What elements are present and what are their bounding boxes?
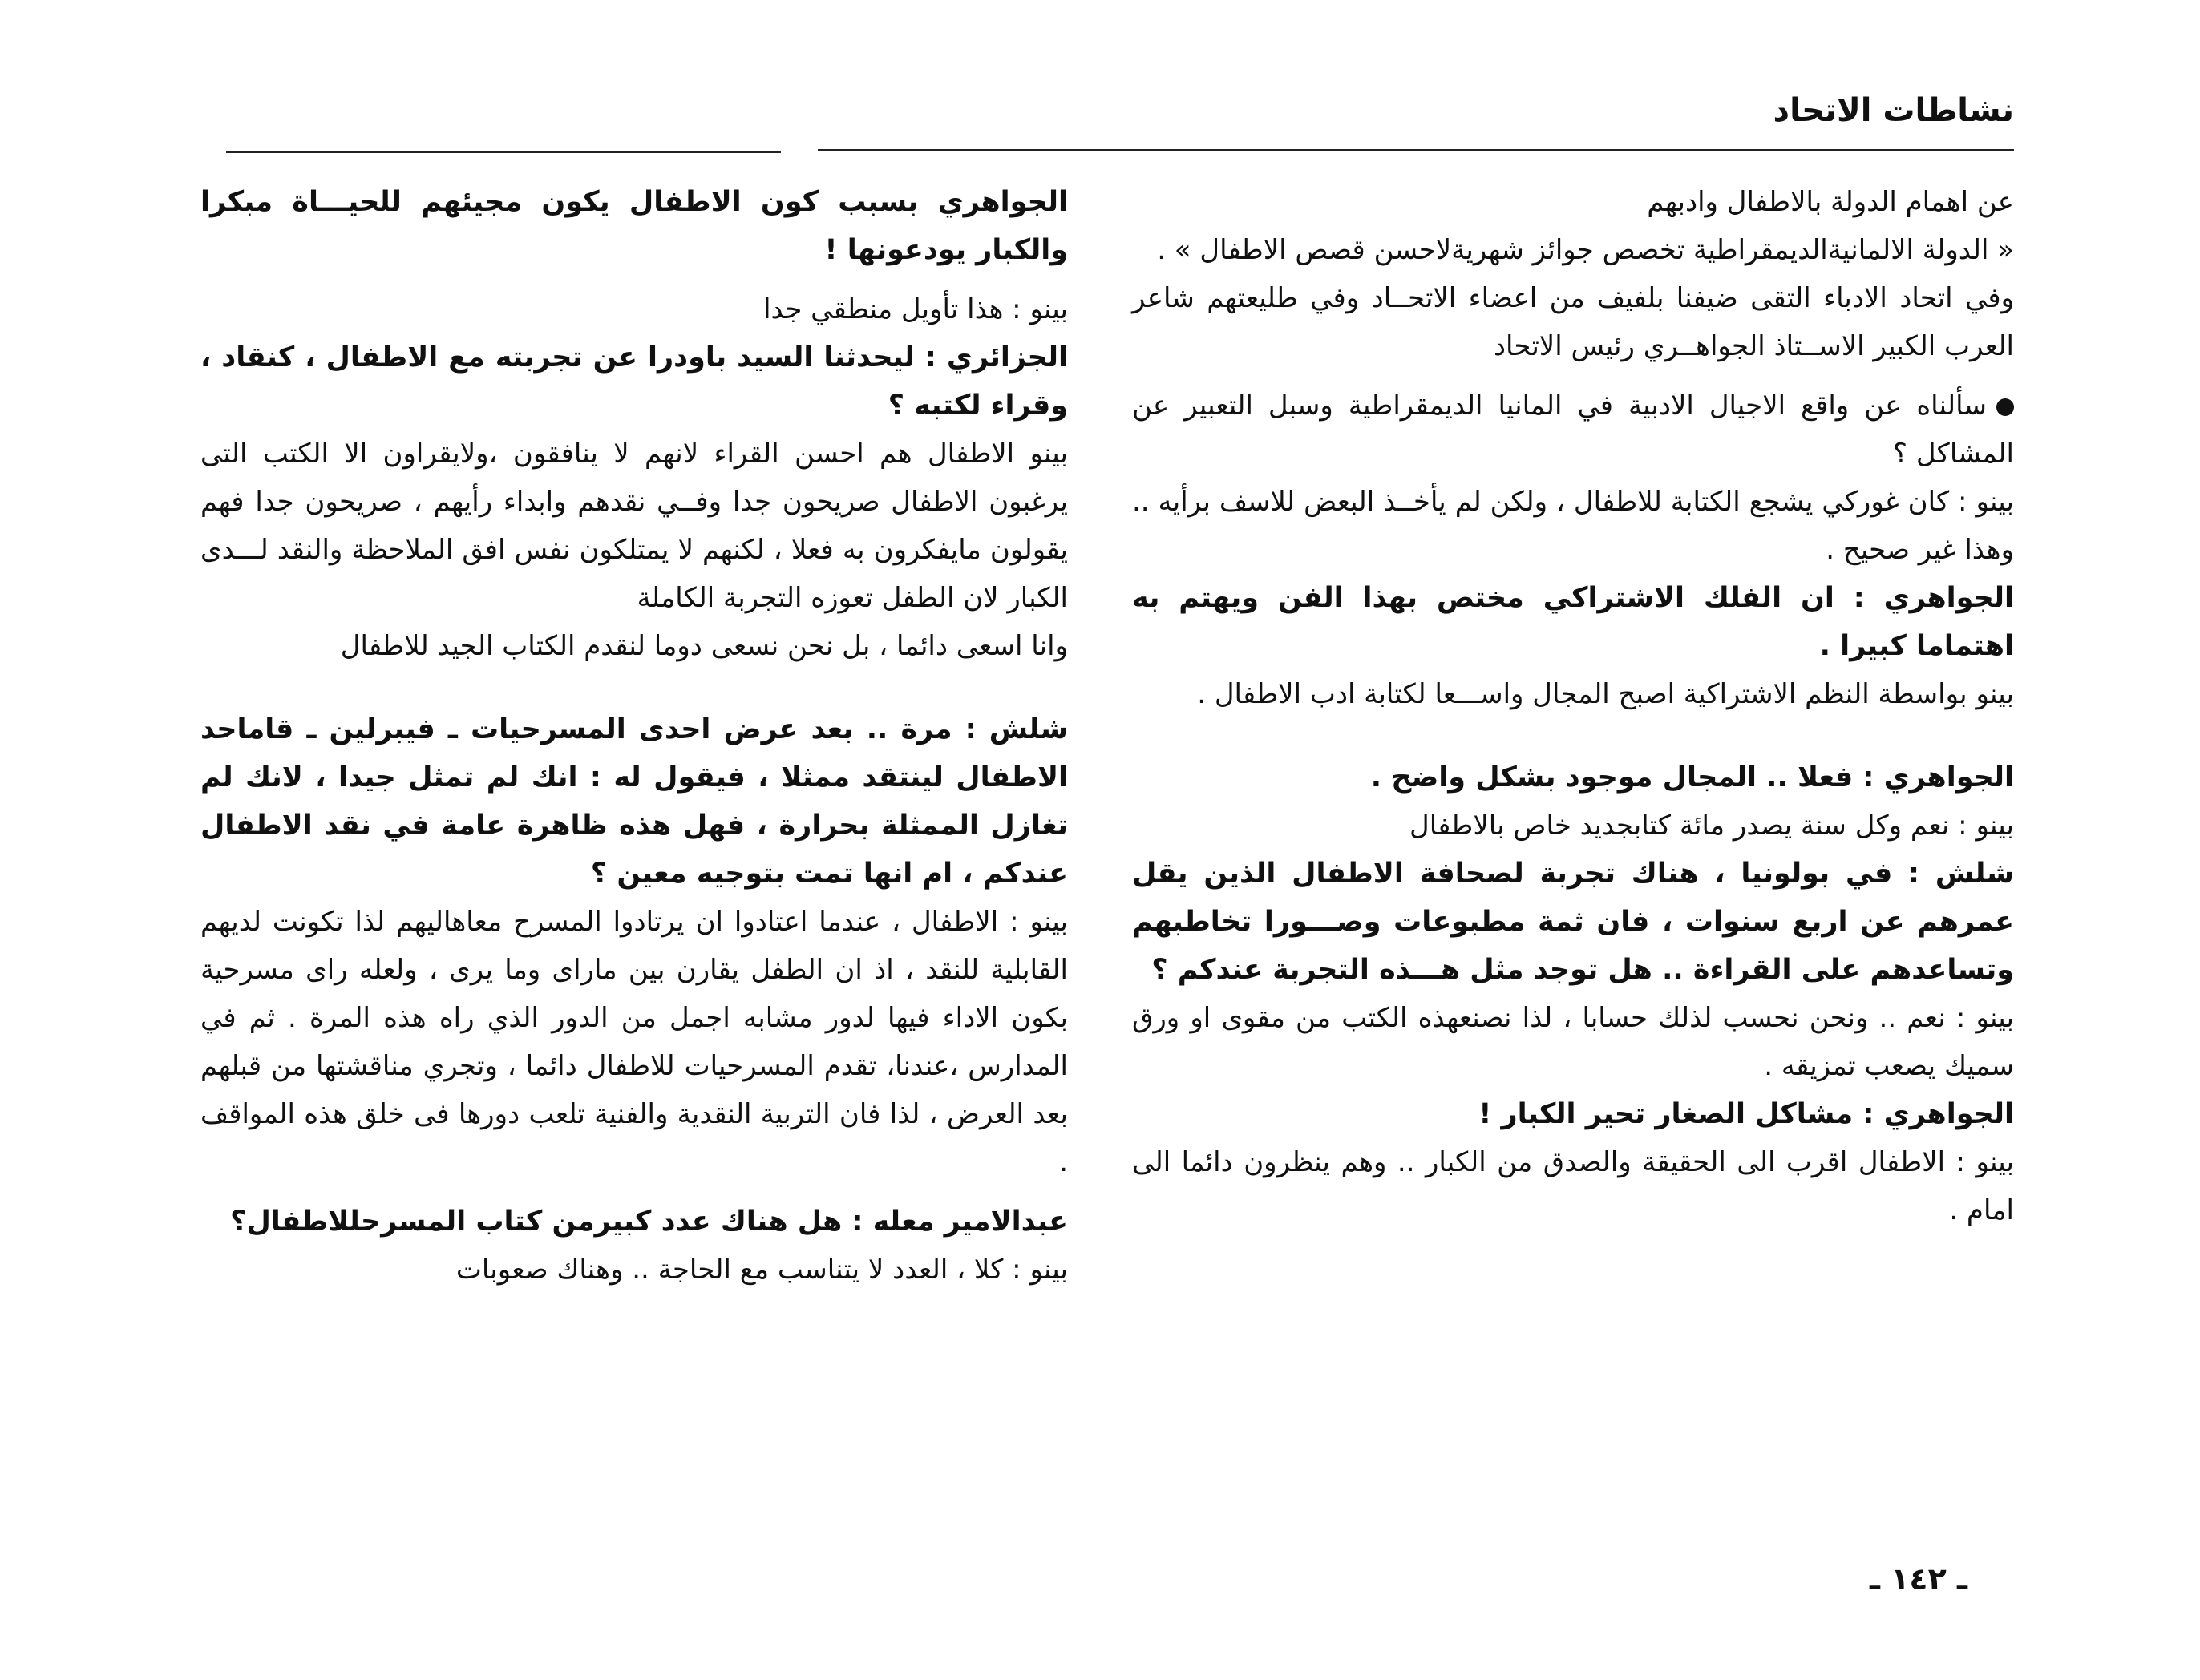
paragraph: عن اهمام الدولة بالاطفال وادبهم bbox=[1647, 186, 2014, 218]
paragraph: بينو : الاطفال ، عندما اعتادوا ان يرتادوا المسرح معاهاليهم لذا تكونت لديهم القابلية للنقد ، اذ ان الطفل يقارن بين ماراى وما يرى ، ولعله راى مسرحية بكون الاداء فيها لدور مشابه اجمل من الدور الذي راه هذه المرة . ثم في المدارس ،عندنا، تقدم المسرحيات للاطفال دائما ، وتجري مناقشتها من قبلهم بعد العرض ، لذا فان التربية النقدية والفنية تلعب دورها فى خلق هذه المواقف . bbox=[200, 906, 1068, 1178]
paragraph-question: الجواهري : مشاكل الصغار تحير الكبار ! bbox=[1478, 1098, 2014, 1130]
header-rule-left bbox=[226, 151, 781, 153]
paragraph: بينو : نعم وكل سنة يصدر مائة كتابجديد خاص بالاطفال bbox=[1409, 810, 2014, 842]
paragraph: بينو : كان غوركي يشجع الكتابة للاطفال ، ولكن لم يأخــذ البعض للاسف برأيه .. وهذا غير صحيح . bbox=[1132, 486, 2014, 566]
paragraph-question bbox=[1132, 382, 2014, 478]
paragraph: بينو : نعم .. ونحن نحسب لذلك حسابا ، لذا نصنعهذه الكتب من مقوى او ورق سميك يصعب تمزيقه . bbox=[1132, 1002, 2014, 1082]
paragraph: بينو : هذا تأويل منطقي جدا bbox=[763, 293, 1068, 325]
paragraph: بينو الاطفال هم احسن القراء لانهم لا ينافقون ،ولايقراون الا الكتب التى يرغبون الاطفال صريحون جدا وفــي نقدهم وابداء رأيهم ، صريحون جدا فهم يقولون مايفكرون به فعلا ، لكنهم لا يمتلكون نفس افق الملاحظة والنقد لـــدى الكبار لان الطفل تعوزه التجربة الكاملة bbox=[200, 438, 1068, 614]
right-column bbox=[1132, 178, 2014, 1234]
paragraph-question: الجزائري : ليحدثنا السيد باودرا عن تجربته مع الاطفال ، كنقاد ، وقراء لكتبه ؟ bbox=[200, 341, 1068, 422]
running-head-title: نشاطات الاتحاد bbox=[1773, 92, 2014, 129]
paragraph: بينو : الاطفال اقرب الى الحقيقة والصدق من الكبار .. وهم ينظرون دائما الى امام . bbox=[1132, 1146, 2014, 1226]
left-column bbox=[200, 178, 1068, 1294]
header-rule-right bbox=[818, 149, 2014, 151]
paragraph: « الدولة الالمانيةالديمقراطية تخصص جوائز شهريةلاحسن قصص الاطفال » . bbox=[1157, 234, 2014, 266]
paragraph-question: الجواهري : فعلا .. المجال موجود بشكل واضح . bbox=[1370, 761, 2014, 794]
paragraph-text: سألناه عن واقع الاجيال الادبية في المانيا الديمقراطية وسبل التعبير عن المشاكل ؟ bbox=[1132, 390, 2014, 470]
paragraph-question: الجواهري : ان الفلك الاشتراكي مختص بهذا الفن ويهتم به اهتماما كبيرا . bbox=[1132, 582, 2014, 662]
paragraph-question: عبدالامير معله : هل هناك عدد كبيرمن كتاب المسرحللاطفال؟ bbox=[230, 1205, 1068, 1238]
paragraph: وفي اتحاد الادباء التقى ضيفنا بلفيف من اعضاء الاتحــاد وفي طليعتهم شاعر العرب الكبير الاســتاذ الجواهــري رئيس الاتحاد bbox=[1132, 282, 2014, 362]
paragraph: بينو بواسطة النظم الاشتراكية اصبح المجال واســـعا لكتابة ادب الاطفال . bbox=[1197, 678, 2014, 710]
page-number: ـ ١٤٢ ـ bbox=[1869, 1561, 1967, 1597]
paragraph-question: الجواهري بسبب كون الاطفال يكون مجيئهم للحيـــاة مبكرا والكبار يودعونها ! bbox=[200, 186, 1068, 266]
paragraph: وانا اسعى دائما ، بل نحن نسعى دوما لنقدم الكتاب الجيد للاطفال bbox=[340, 630, 1068, 662]
paragraph: بينو : كلا ، العدد لا يتناسب مع الحاجة .. وهناك صعوبات bbox=[455, 1254, 1068, 1286]
bullet-icon bbox=[1996, 398, 2014, 416]
paragraph-question: شلش : مرة .. بعد عرض احدى المسرحيات ـ فيبرلين ـ قاماحد الاطفال لينتقد ممثلا ، فيقول له : انك لم تمثل جيدا ، لانك لم تغازل الممثلة بحرارة ، فهل هذه ظاهرة عامة في نقد الاطفال عندكم ، ام انها تمت بتوجيه معين ؟ bbox=[200, 713, 1068, 890]
paragraph-question: شلش : في بولونيا ، هناك تجربة لصحافة الاطفال الذين يقل عمرهم عن اربع سنوات ، فان ثمة مطبوعات وصـــورا تخاطبهم وتساعدهم على القراءة .. هل توجد مثل هـــذه التجربة عندكم ؟ bbox=[1132, 858, 2014, 986]
